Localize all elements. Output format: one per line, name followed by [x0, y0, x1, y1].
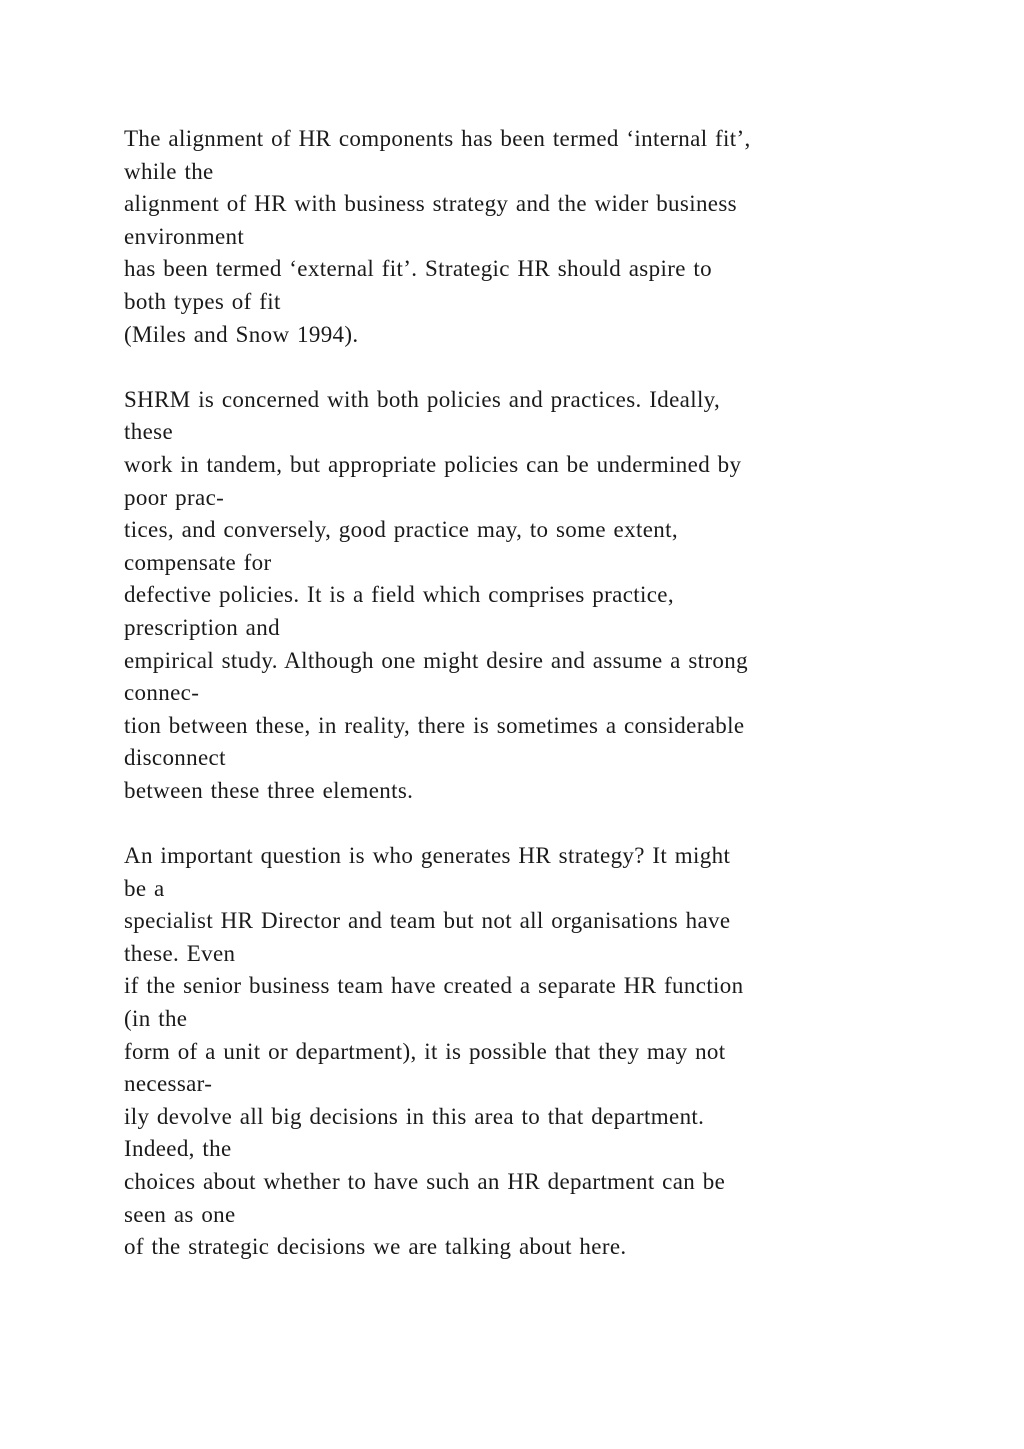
text-line: defective policies. It is a field which comprises practice,: [124, 582, 674, 608]
text-line: both types of fit: [124, 288, 281, 314]
paragraph-gap: [124, 807, 914, 840]
text-line: between these three elements.: [124, 777, 414, 803]
text-line: An important question is who generates HR strategy? It might: [124, 843, 731, 869]
text-line: tices, and conversely, good practice may, to some extent,: [124, 517, 678, 543]
text-line: if the senior business team have created a separate HR function: [124, 973, 744, 999]
text-line: disconnect: [124, 745, 226, 771]
text-line: work in tandem, but appropriate policies can be undermined by: [124, 451, 742, 477]
paragraph-gap: [124, 351, 914, 384]
text-line: Indeed, the: [124, 1136, 232, 1162]
paragraph-policies-practices: [124, 384, 914, 808]
text-line: necessar-: [124, 1071, 213, 1097]
text-line: empirical study. Although one might desire and assume a strong: [124, 647, 748, 673]
text-line: form of a unit or department), it is possible that they may not: [124, 1038, 726, 1064]
text-line: environment: [124, 223, 245, 249]
text-line: poor prac-: [124, 484, 225, 510]
text-line: has been termed ‘external fit’. Strategic HR should aspire to: [124, 256, 712, 282]
text-line: (in the: [124, 1006, 188, 1032]
text-line: (Miles and Snow 1994).: [124, 321, 359, 347]
text-line: prescription and: [124, 614, 280, 640]
text-line: of the strategic decisions we are talking about here.: [124, 1234, 627, 1260]
text-line: ily devolve all big decisions in this area to that department.: [124, 1103, 705, 1129]
text-line: while the: [124, 158, 214, 184]
text-line: specialist HR Director and team but not all organisations have: [124, 908, 731, 934]
text-line: alignment of HR with business strategy and the wider business: [124, 191, 737, 217]
text-line: these: [124, 419, 174, 445]
text-line: compensate for: [124, 549, 272, 575]
paragraph-internal-external-fit: [124, 123, 914, 351]
text-line: The alignment of HR components has been termed ‘internal fit’,: [124, 126, 751, 151]
text-line: SHRM is concerned with both policies and practices. Ideally,: [124, 386, 721, 412]
text-line: choices about whether to have such an HR department can be: [124, 1169, 726, 1194]
document-body: [124, 123, 914, 1264]
text-line: be a: [124, 875, 165, 901]
text-line: seen as one: [124, 1201, 236, 1227]
text-line: connec-: [124, 680, 200, 706]
text-line: these. Even: [124, 940, 236, 966]
text-line: tion between these, in reality, there is sometimes a considerable: [124, 712, 745, 738]
paragraph-who-generates-strategy: [124, 840, 914, 1264]
